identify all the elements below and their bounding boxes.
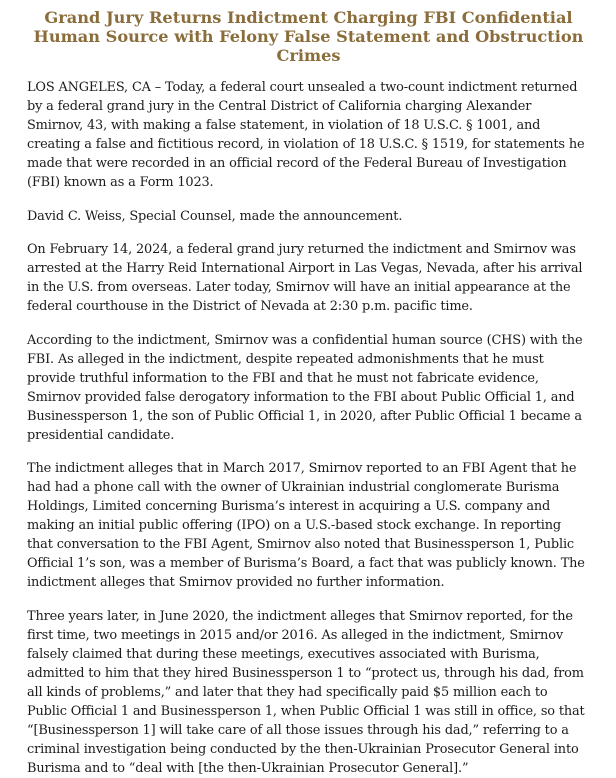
press-release-title: Grand Jury Returns Indictment Charging FBI Confidential Human Source with Felony False Statement and Obstruction Crimes: [33, 8, 584, 65]
paragraph-chs-background: According to the indictment, Smirnov was a confidential human source (CHS) with the FBI. As alleged in the indictment, despite repeated admonishments that he must provide truthful information to the FBI and that he must not fabricate evidence, Smirnov provided false derogatory information to the FBI about Public Official 1, and Businessperson 1, the son of Public Official 1, in 2020, after Public Official 1 became a presidential candidate.: [27, 332, 583, 443]
paragraph-announcement: LOS ANGELES, CA – Today, a federal court unsealed a two-count indictment returned by a federal grand jury in the Central District of California charging Alexander Smirnov, 43, with making a false statement, in violation of 18 U.S.C. § 1001, and creating a false and fictitious record, in violation of 18 U.S.C. § 1519, for statements he made that were recorded in an official record of the Federal Bureau of Investigation (FBI) known as a Form 1023.: [27, 80, 585, 190]
paragraph-special-counsel: David C. Weiss, Special Counsel, made the announcement.: [27, 208, 403, 224]
paragraph-2020-report: Three years later, in June 2020, the indictment alleges that Smirnov reported, for the first time, two meetings in 2015 and/or 2016. As alleged in the indictment, Smirnov falsely claimed that during these meetings, executives associated with Burisma, admitted to him that they hired Businessperson 1 to “protect us, through his dad, from all kinds of problems,” and later that they had specifically paid $5 million each to Public Official 1 and Businessperson 1, when Public Official 1 was still in office, so that “[Businessperson 1] will take care of all those issues through his dad,” referring to a criminal investigation being conducted by the then-Ukrainian Prosecutor General into Burisma and to “deal with [the then-Ukrainian Prosecutor General].”: [27, 608, 585, 776]
paragraph-arrest: On February 14, 2024, a federal grand jury returned the indictment and Smirnov was arrested at the Harry Reid International Airport in Las Vegas, Nevada, after his arrival in the U.S. from overseas. Later today, Smirnov will have an initial appearance at the federal courthouse in the District of Nevada at 2:30 p.m. pacific time.: [27, 242, 583, 314]
paragraph-2017-report: The indictment alleges that in March 2017, Smirnov reported to an FBI Agent that he had had a phone call with the owner of Ukrainian industrial conglomerate Burisma Holdings, Limited concerning Burisma’s interest in acquiring a U.S. company and making an initial public offering (IPO) on a U.S.-based stock exchange. In reporting that conversation to the FBI Agent, Smirnov also noted that Businessperson 1, Public Official 1’s son, was a member of Burisma’s Board, a fact that was publicly known. The indictment alleges that Smirnov provided no further information.: [27, 461, 585, 590]
